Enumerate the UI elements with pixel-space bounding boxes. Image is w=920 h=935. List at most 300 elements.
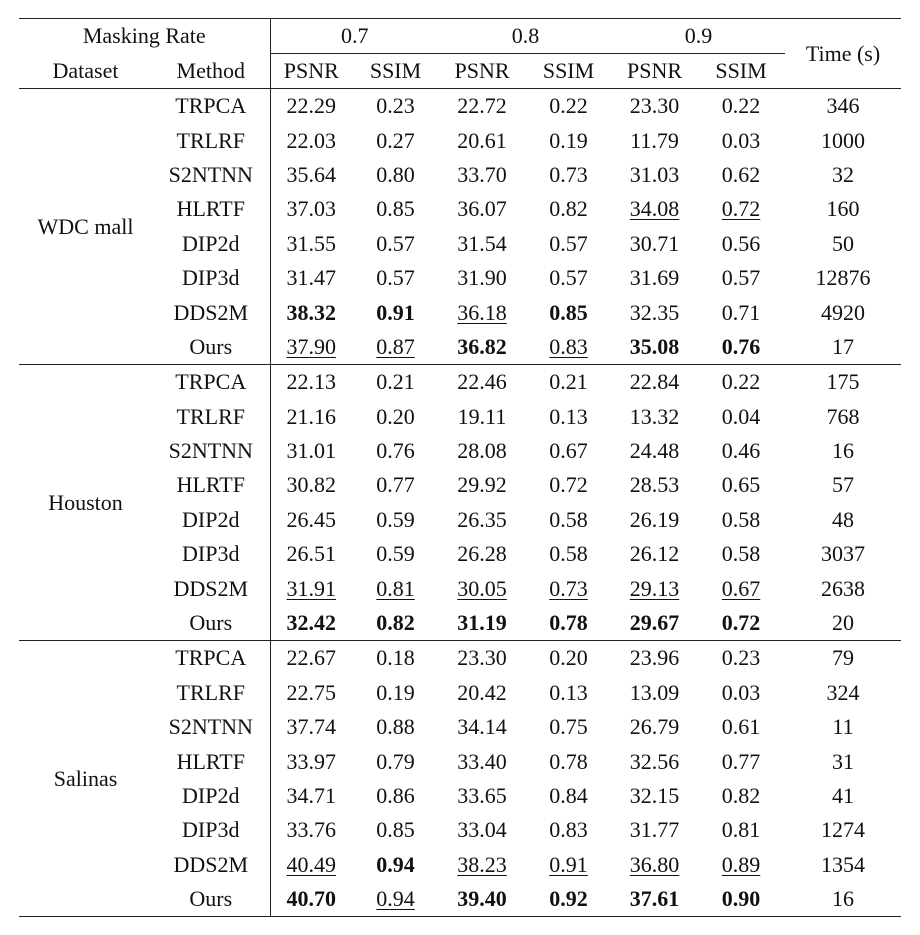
value-cell xyxy=(270,710,352,744)
value-text: 33.97 xyxy=(286,748,337,774)
value-text: 0.59 xyxy=(376,506,415,532)
metric-header: SSIM xyxy=(369,58,422,83)
value-cell xyxy=(352,89,439,124)
value-cell xyxy=(352,537,439,571)
time-cell: 3037 xyxy=(821,541,866,567)
time-cell: 48 xyxy=(832,506,855,532)
header-row-rates xyxy=(19,19,901,54)
value-cell xyxy=(697,779,785,813)
time-cell: 32 xyxy=(832,161,855,187)
value-cell xyxy=(525,676,612,710)
value-text: 0.91 xyxy=(376,299,415,325)
value-cell xyxy=(697,813,785,847)
time-cell: 12876 xyxy=(815,265,871,291)
value-text: 0.78 xyxy=(549,610,588,636)
table-row xyxy=(19,848,901,882)
value-text: 37.90 xyxy=(286,333,337,359)
value-cell xyxy=(270,330,352,365)
value-text: 0.81 xyxy=(721,817,761,843)
value-text: 35.64 xyxy=(286,161,337,187)
method-cell: TRPCA xyxy=(152,365,270,400)
value-cell xyxy=(525,295,612,329)
value-cell xyxy=(697,641,785,676)
value-text: 20.61 xyxy=(457,127,507,153)
table-row xyxy=(19,400,901,434)
value-text: 11.79 xyxy=(630,127,679,153)
value-text: 26.79 xyxy=(629,714,680,740)
value-text: 29.13 xyxy=(629,575,680,601)
method-cell: Ours xyxy=(152,330,270,365)
value-text: 0.58 xyxy=(721,506,761,532)
value-cell xyxy=(270,503,352,537)
method-cell: DIP2d xyxy=(152,779,270,813)
value-text: 13.09 xyxy=(629,679,680,705)
value-text: 26.12 xyxy=(629,541,680,567)
value-text: 23.96 xyxy=(629,645,680,671)
value-cell xyxy=(270,537,352,571)
value-text: 21.16 xyxy=(286,403,337,429)
value-cell xyxy=(525,571,612,605)
value-cell xyxy=(270,676,352,710)
value-text: 31.54 xyxy=(457,230,507,256)
value-text: 0.61 xyxy=(721,714,761,740)
value-text: 0.73 xyxy=(549,575,588,601)
value-cell xyxy=(439,882,525,917)
value-cell xyxy=(352,330,439,365)
value-text: 0.85 xyxy=(376,196,415,222)
value-cell xyxy=(439,503,525,537)
value-cell xyxy=(439,744,525,778)
value-text: 0.03 xyxy=(721,127,761,153)
value-text: 34.71 xyxy=(286,783,337,808)
method-cell: TRLRF xyxy=(152,676,270,710)
value-cell xyxy=(439,779,525,813)
value-text: 0.67 xyxy=(721,575,761,601)
time-cell: 16 xyxy=(832,886,855,912)
value-text: 32.35 xyxy=(629,299,680,325)
value-cell xyxy=(270,848,352,882)
value-cell xyxy=(270,365,352,400)
value-text: 0.72 xyxy=(721,196,761,222)
value-cell xyxy=(525,468,612,502)
value-text: 31.01 xyxy=(286,438,337,464)
value-text: 0.57 xyxy=(549,230,588,256)
value-cell xyxy=(439,537,525,571)
value-cell xyxy=(612,848,697,882)
table-row xyxy=(19,365,901,400)
value-cell xyxy=(352,813,439,847)
value-text: 0.81 xyxy=(376,575,415,601)
table-row xyxy=(19,503,901,537)
value-text: 20.42 xyxy=(457,679,507,705)
value-cell xyxy=(612,710,697,744)
value-cell xyxy=(612,192,697,226)
value-text: 30.05 xyxy=(457,575,507,601)
value-cell xyxy=(612,641,697,676)
table-row xyxy=(19,744,901,778)
value-text: 0.22 xyxy=(721,93,761,119)
value-text: 0.58 xyxy=(549,541,588,567)
value-text: 0.76 xyxy=(376,438,415,464)
time-cell: 160 xyxy=(826,196,860,222)
value-cell xyxy=(697,400,785,434)
method-cell: DIP2d xyxy=(152,227,270,261)
table-row xyxy=(19,89,901,124)
value-text: 33.04 xyxy=(457,817,507,843)
value-cell xyxy=(525,882,612,917)
time-cell: 1274 xyxy=(821,817,866,843)
value-text: 33.76 xyxy=(286,817,337,843)
header-row-metrics xyxy=(19,54,901,89)
value-cell xyxy=(697,571,785,605)
value-text: 29.92 xyxy=(457,472,507,498)
value-cell xyxy=(439,227,525,261)
value-cell xyxy=(439,158,525,192)
value-cell xyxy=(352,123,439,157)
value-cell xyxy=(525,261,612,295)
value-cell xyxy=(439,192,525,226)
value-cell xyxy=(612,468,697,502)
value-text: 0.03 xyxy=(721,679,761,705)
value-cell xyxy=(439,641,525,676)
value-text: 0.94 xyxy=(376,886,415,912)
value-text: 0.57 xyxy=(549,265,588,291)
value-text: 36.18 xyxy=(457,299,507,325)
value-text: 31.77 xyxy=(629,817,680,843)
metric-header: PSNR xyxy=(626,58,683,83)
value-text: 26.51 xyxy=(286,541,337,567)
value-text: 0.20 xyxy=(549,645,588,671)
value-cell xyxy=(612,158,697,192)
value-cell xyxy=(612,537,697,571)
value-text: 0.71 xyxy=(721,299,761,325)
value-cell xyxy=(439,710,525,744)
value-cell xyxy=(270,434,352,468)
value-cell xyxy=(697,434,785,468)
value-text: 31.69 xyxy=(629,265,680,291)
value-text: 0.19 xyxy=(549,127,588,153)
value-text: 19.11 xyxy=(457,403,507,429)
table-row xyxy=(19,779,901,813)
dataset-cell: WDC mall xyxy=(37,213,134,239)
value-cell xyxy=(697,158,785,192)
value-cell xyxy=(270,882,352,917)
value-text: 38.23 xyxy=(457,851,507,877)
value-text: 34.14 xyxy=(457,714,507,740)
value-cell xyxy=(270,606,352,641)
value-cell xyxy=(439,365,525,400)
time-cell: 4920 xyxy=(821,299,866,325)
value-cell xyxy=(439,606,525,641)
value-text: 22.72 xyxy=(457,93,507,119)
time-cell: 175 xyxy=(785,365,901,400)
value-text: 31.91 xyxy=(286,575,337,601)
value-cell xyxy=(270,158,352,192)
value-cell xyxy=(697,330,785,365)
value-text: 26.28 xyxy=(457,541,507,567)
value-cell xyxy=(270,813,352,847)
value-text: 0.56 xyxy=(721,230,761,256)
table-row xyxy=(19,434,901,468)
time-cell: 324 xyxy=(826,679,860,705)
table-row xyxy=(19,882,901,917)
value-text: 0.18 xyxy=(376,645,415,671)
value-text: 24.48 xyxy=(629,438,680,464)
value-text: 0.23 xyxy=(721,645,761,671)
value-cell xyxy=(612,365,697,400)
value-cell xyxy=(270,400,352,434)
value-cell xyxy=(352,365,439,400)
value-cell xyxy=(697,503,785,537)
value-cell xyxy=(352,676,439,710)
method-cell: DDS2M xyxy=(152,571,270,605)
value-text: 13.32 xyxy=(629,403,680,429)
value-text: 28.53 xyxy=(629,472,680,498)
value-cell xyxy=(352,261,439,295)
metric-header: SSIM xyxy=(715,58,767,83)
value-cell xyxy=(352,882,439,917)
value-text: 0.82 xyxy=(721,783,761,808)
value-cell xyxy=(612,882,697,917)
value-text: 39.40 xyxy=(457,886,507,912)
value-cell xyxy=(525,89,612,124)
value-cell xyxy=(352,848,439,882)
value-text: 31.90 xyxy=(457,265,507,291)
rate-header-0.8: 0.8 xyxy=(439,19,612,54)
rate-header-0.9: 0.9 xyxy=(612,19,785,54)
value-text: 26.19 xyxy=(629,506,680,532)
value-text: 38.32 xyxy=(286,299,337,325)
time-cell: 1354 xyxy=(821,851,866,877)
value-cell xyxy=(352,710,439,744)
value-text: 26.35 xyxy=(457,506,507,532)
value-cell xyxy=(525,779,612,813)
value-text: 28.08 xyxy=(457,438,507,464)
value-cell xyxy=(697,676,785,710)
value-text: 0.19 xyxy=(376,679,415,705)
value-text: 30.71 xyxy=(629,230,680,256)
value-text: 0.58 xyxy=(549,506,588,532)
results-table xyxy=(19,18,901,917)
dataset-cell: Houston xyxy=(19,365,152,641)
value-cell xyxy=(270,295,352,329)
value-cell xyxy=(352,503,439,537)
value-cell xyxy=(270,468,352,502)
method-cell: TRPCA xyxy=(152,641,270,676)
table-row xyxy=(19,192,901,226)
value-text: 0.27 xyxy=(376,127,415,153)
table-row xyxy=(19,295,901,329)
value-cell xyxy=(439,813,525,847)
value-text: 32.42 xyxy=(286,610,337,636)
value-cell xyxy=(525,158,612,192)
value-cell xyxy=(525,503,612,537)
value-text: 0.73 xyxy=(549,161,588,187)
method-cell: HLRTF xyxy=(152,192,270,226)
value-text: 0.59 xyxy=(376,541,415,567)
value-text: 0.23 xyxy=(376,93,415,119)
value-cell xyxy=(612,434,697,468)
method-cell: DIP3d xyxy=(152,261,270,295)
value-text: 29.67 xyxy=(629,610,680,636)
value-cell xyxy=(270,744,352,778)
value-cell xyxy=(612,813,697,847)
table-row xyxy=(19,606,901,641)
table-row xyxy=(19,227,901,261)
time-header: Time (s) xyxy=(805,40,881,66)
value-cell xyxy=(525,227,612,261)
value-text: 22.84 xyxy=(629,369,680,395)
value-text: 0.85 xyxy=(549,299,588,325)
time-cell: 20 xyxy=(832,610,855,636)
metric-header: SSIM xyxy=(542,58,595,83)
value-cell xyxy=(439,123,525,157)
time-cell: 31 xyxy=(832,748,855,774)
method-cell: TRLRF xyxy=(152,123,270,157)
value-cell xyxy=(352,571,439,605)
value-text: 30.82 xyxy=(286,472,337,498)
value-cell xyxy=(525,365,612,400)
value-text: 31.47 xyxy=(286,265,337,291)
value-text: 0.22 xyxy=(721,369,761,395)
value-cell xyxy=(352,227,439,261)
method-cell: DDS2M xyxy=(152,848,270,882)
table-row xyxy=(19,813,901,847)
value-cell xyxy=(525,537,612,571)
dataset-cell: Salinas xyxy=(19,641,152,917)
value-text: 0.80 xyxy=(376,161,415,187)
value-cell xyxy=(697,606,785,641)
value-text: 0.65 xyxy=(721,472,761,498)
metric-header: PSNR xyxy=(283,58,339,83)
value-text: 0.22 xyxy=(549,93,588,119)
value-cell xyxy=(697,89,785,124)
method-cell: HLRTF xyxy=(152,468,270,502)
value-cell xyxy=(352,606,439,641)
value-text: 0.77 xyxy=(721,748,761,774)
value-cell xyxy=(525,606,612,641)
value-text: 0.21 xyxy=(549,369,588,395)
value-text: 33.70 xyxy=(457,161,507,187)
value-text: 26.45 xyxy=(286,506,337,532)
value-cell xyxy=(352,400,439,434)
masking-rate-header: Masking Rate xyxy=(19,19,270,54)
value-text: 0.62 xyxy=(721,161,761,187)
value-text: 0.78 xyxy=(549,748,588,774)
value-cell xyxy=(697,468,785,502)
value-text: 0.85 xyxy=(376,817,415,843)
value-cell xyxy=(270,261,352,295)
value-cell xyxy=(439,330,525,365)
value-cell xyxy=(612,400,697,434)
time-cell: 16 xyxy=(832,438,855,464)
value-text: 0.82 xyxy=(376,610,415,636)
value-text: 0.76 xyxy=(721,333,761,359)
table-row xyxy=(19,261,901,295)
value-text: 40.49 xyxy=(286,851,337,877)
value-text: 22.46 xyxy=(457,369,507,395)
value-text: 33.65 xyxy=(457,783,507,808)
value-cell xyxy=(439,571,525,605)
method-cell: Ours xyxy=(152,606,270,641)
method-cell: HLRTF xyxy=(152,744,270,778)
value-text: 37.74 xyxy=(286,714,337,740)
value-text: 36.82 xyxy=(457,333,507,359)
value-text: 0.84 xyxy=(549,783,588,808)
value-cell xyxy=(439,89,525,124)
value-cell xyxy=(697,295,785,329)
value-text: 23.30 xyxy=(457,645,507,671)
method-cell: TRLRF xyxy=(152,400,270,434)
value-cell xyxy=(439,848,525,882)
value-text: 0.83 xyxy=(549,333,588,359)
value-cell xyxy=(439,261,525,295)
metric-header: PSNR xyxy=(454,58,510,83)
value-cell xyxy=(352,468,439,502)
value-text: 0.21 xyxy=(376,369,415,395)
value-cell xyxy=(352,641,439,676)
table-row xyxy=(19,676,901,710)
value-cell xyxy=(612,606,697,641)
value-text: 32.56 xyxy=(629,748,680,774)
value-text: 0.87 xyxy=(376,333,415,359)
value-text: 31.19 xyxy=(457,610,507,636)
time-cell: 57 xyxy=(832,472,855,498)
value-text: 34.08 xyxy=(629,196,680,222)
table-row xyxy=(19,123,901,157)
value-text: 0.91 xyxy=(549,851,588,877)
value-cell xyxy=(352,295,439,329)
value-cell xyxy=(612,227,697,261)
dataset-header: Dataset xyxy=(52,57,119,83)
value-cell xyxy=(697,192,785,226)
value-cell xyxy=(439,295,525,329)
value-text: 22.29 xyxy=(286,93,337,119)
value-cell xyxy=(270,227,352,261)
value-cell xyxy=(612,571,697,605)
value-cell xyxy=(697,744,785,778)
value-text: 0.83 xyxy=(549,817,588,843)
value-cell xyxy=(612,123,697,157)
value-cell xyxy=(697,537,785,571)
value-text: 0.13 xyxy=(549,679,588,705)
table-row xyxy=(19,468,901,502)
value-text: 0.89 xyxy=(721,851,761,877)
value-text: 31.55 xyxy=(286,230,337,256)
value-text: 0.13 xyxy=(549,403,588,429)
value-text: 0.92 xyxy=(549,886,588,912)
value-cell xyxy=(352,434,439,468)
value-cell xyxy=(270,641,352,676)
value-text: 36.80 xyxy=(629,851,680,877)
value-cell xyxy=(352,192,439,226)
value-cell xyxy=(270,123,352,157)
value-text: 0.79 xyxy=(376,748,415,774)
table-row xyxy=(19,571,901,605)
value-text: 23.30 xyxy=(629,93,680,119)
time-cell: 79 xyxy=(785,641,901,676)
value-text: 22.67 xyxy=(286,645,337,671)
time-cell: 1000 xyxy=(821,127,866,153)
table-row xyxy=(19,537,901,571)
value-text: 0.67 xyxy=(549,438,588,464)
table-row xyxy=(19,641,901,676)
value-cell xyxy=(439,468,525,502)
method-cell: TRPCA xyxy=(152,89,270,124)
table-row xyxy=(19,330,901,365)
value-cell xyxy=(270,89,352,124)
method-cell: DDS2M xyxy=(152,295,270,329)
